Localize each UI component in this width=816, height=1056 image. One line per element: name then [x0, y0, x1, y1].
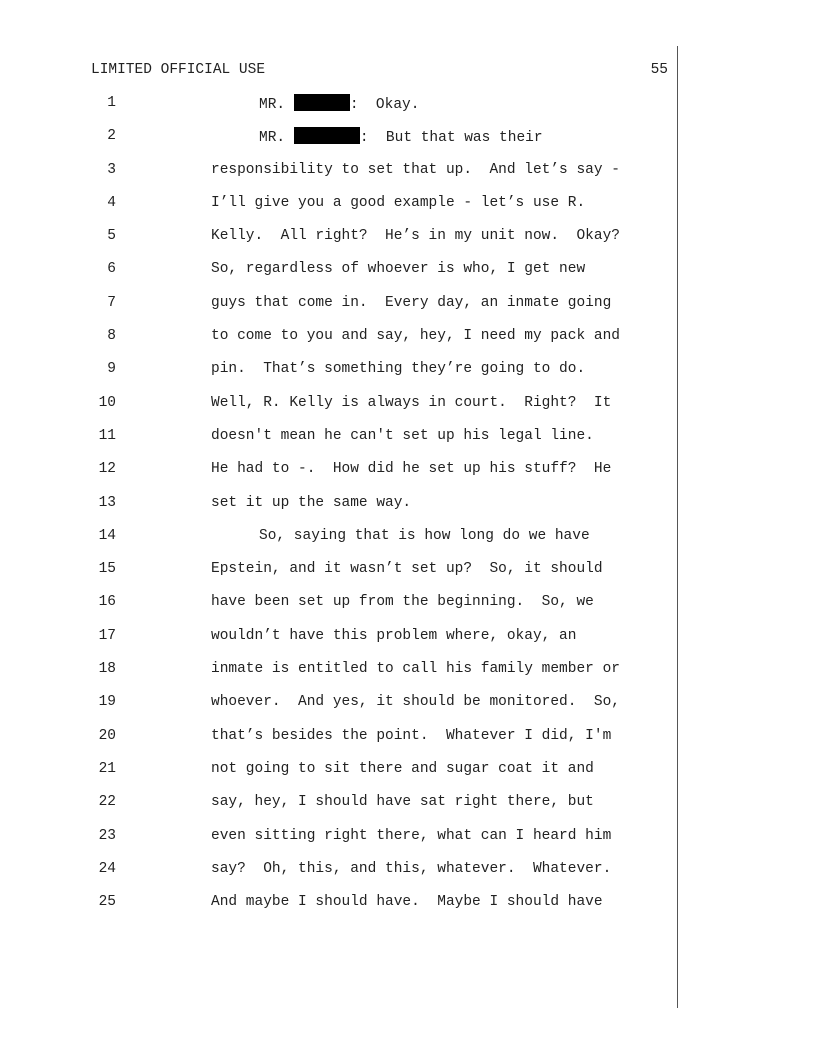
line-text: say, hey, I should have sat right there, but — [211, 794, 594, 811]
line-text: even sitting right there, what can I heard him — [211, 827, 612, 844]
transcript-line — [0, 394, 676, 427]
transcript-line — [0, 194, 676, 227]
transcript-line — [0, 460, 676, 493]
transcript-line — [0, 94, 676, 127]
line-text: wouldn’t have this problem where, okay, an — [211, 627, 577, 644]
redaction-box — [294, 94, 350, 111]
line-number: 13 — [98, 494, 116, 511]
line-number: 2 — [107, 128, 116, 145]
line-number: 1 — [107, 95, 116, 111]
line-number: 4 — [107, 194, 116, 211]
transcript-line — [0, 860, 676, 893]
line-number: 19 — [98, 694, 116, 711]
line-number: 20 — [98, 727, 116, 744]
transcript-line — [0, 627, 676, 660]
line-number: 22 — [98, 794, 116, 811]
line-text: say? Oh, this, and this, whatever. Whatever. — [211, 860, 612, 877]
transcript-line — [0, 360, 676, 393]
transcript-line — [0, 727, 676, 760]
line-text: Epstein, and it wasn’t set up? So, it should — [211, 561, 603, 578]
line-text: not going to sit there and sugar coat it and — [211, 760, 594, 777]
line-number: 5 — [107, 228, 116, 245]
line-text: that’s besides the point. Whatever I did, I'm — [211, 727, 612, 744]
line-number: 7 — [107, 294, 116, 311]
transcript-line — [0, 161, 676, 194]
line-number: 15 — [98, 561, 116, 578]
line-number: 24 — [98, 860, 116, 877]
redaction-box — [294, 127, 360, 144]
line-text — [259, 94, 419, 114]
line-number: 8 — [107, 328, 116, 345]
line-number: 6 — [107, 261, 116, 278]
transcript-line — [0, 327, 676, 360]
line-text: to come to you and say, hey, I need my pack and — [211, 328, 620, 345]
transcript-line — [0, 260, 676, 293]
line-text: He had to -. How did he set up his stuff? He — [211, 461, 612, 478]
line-number: 23 — [98, 827, 116, 844]
transcript-line — [0, 294, 676, 327]
line-text: inmate is entitled to call his family member or — [211, 661, 620, 678]
transcript-line — [0, 227, 676, 260]
transcript-line — [0, 527, 676, 560]
line-text: responsibility to set that up. And let’s say - — [211, 161, 620, 178]
transcript-line — [0, 793, 676, 826]
transcript-line — [0, 560, 676, 593]
line-text: doesn't mean he can't set up his legal line. — [211, 427, 594, 444]
transcript-line — [0, 427, 676, 460]
line-text: whoever. And yes, it should be monitored. So, — [211, 694, 620, 711]
line-number: 16 — [98, 594, 116, 611]
line-number: 12 — [98, 461, 116, 478]
line-number: 11 — [98, 427, 116, 444]
line-number: 10 — [98, 394, 116, 411]
transcript-line — [0, 593, 676, 626]
line-number: 9 — [107, 361, 116, 378]
line-text — [259, 127, 543, 147]
line-number: 3 — [107, 161, 116, 178]
line-text: guys that come in. Every day, an inmate going — [211, 294, 612, 311]
page-number: 55 — [650, 62, 668, 78]
transcript-line — [0, 760, 676, 793]
line-text: Well, R. Kelly is always in court. Right? It — [211, 394, 612, 411]
transcript-line — [0, 127, 676, 160]
line-text: Kelly. All right? He’s in my unit now. Okay? — [211, 228, 620, 245]
line-number: 17 — [98, 627, 116, 644]
transcript-line — [0, 827, 676, 860]
transcript-lines — [0, 94, 676, 926]
speaker-prefix: MR. — [259, 97, 294, 113]
line-number: 21 — [98, 760, 116, 777]
line-text: have been set up from the beginning. So, we — [211, 594, 594, 611]
classification-header: LIMITED OFFICIAL USE — [91, 62, 266, 78]
line-number: 18 — [98, 661, 116, 678]
line-number: 25 — [98, 894, 116, 911]
speaker-prefix: MR. — [259, 130, 294, 147]
line-text: I’ll give you a good example - let’s use R. — [211, 194, 586, 211]
line-number: 14 — [98, 527, 116, 544]
transcript-line — [0, 660, 676, 693]
line-text: set it up the same way. — [211, 494, 412, 511]
line-text: So, regardless of whoever is who, I get new — [211, 261, 586, 278]
speaker-suffix: : Okay. — [349, 97, 420, 113]
transcript-line — [0, 494, 676, 527]
transcript-line — [0, 893, 676, 926]
line-text: pin. That’s something they’re going to do. — [211, 361, 586, 378]
line-text: And maybe I should have. Maybe I should have — [211, 894, 603, 911]
margin-rule — [677, 46, 678, 1008]
speaker-suffix: : But that was their — [359, 130, 543, 147]
line-text: So, saying that is how long do we have — [259, 527, 590, 544]
transcript-line — [0, 693, 676, 726]
